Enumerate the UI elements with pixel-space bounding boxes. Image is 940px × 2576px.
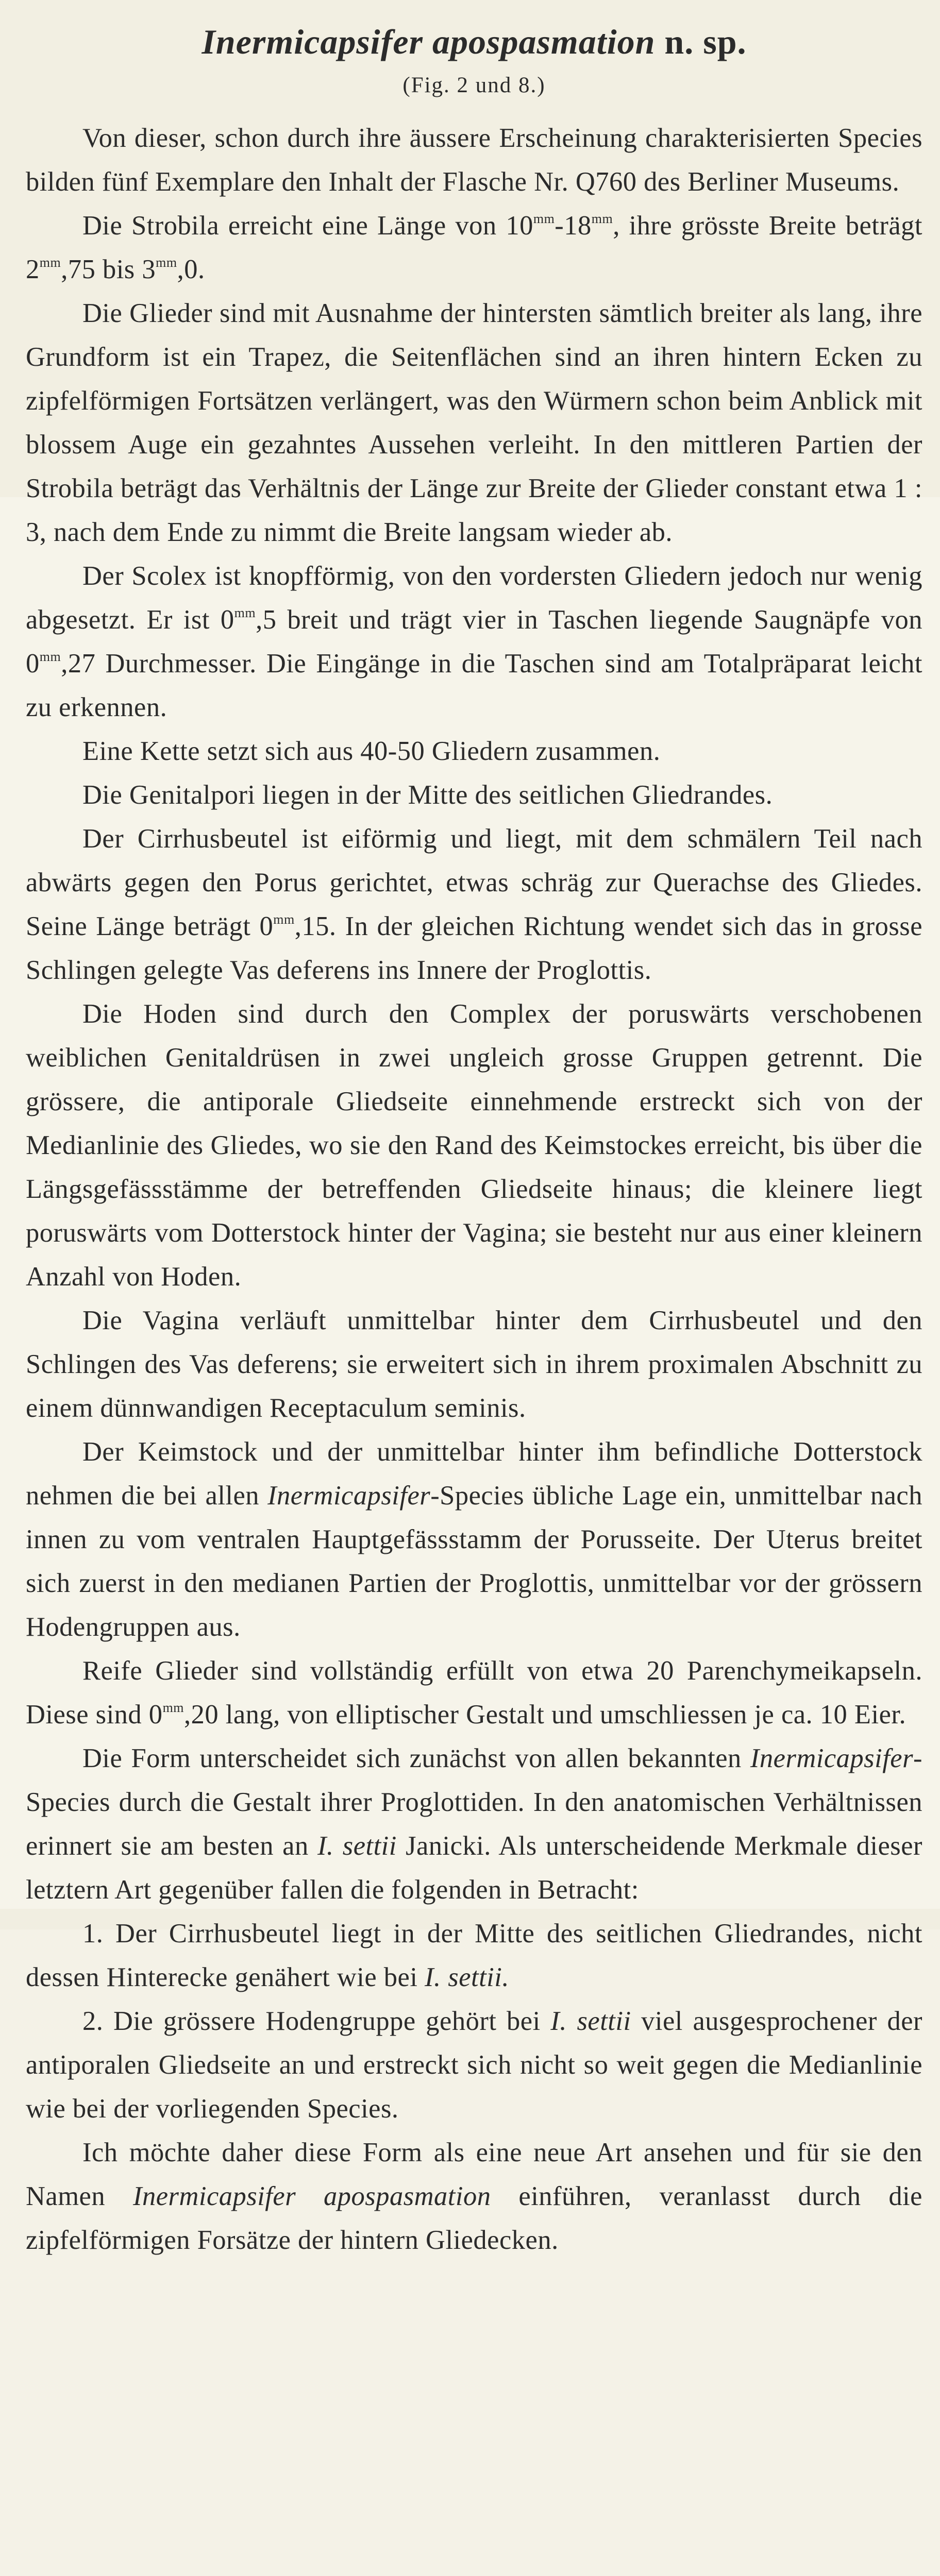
paragraph-1: Von dieser, schon durch ihre äussere Erscheinung charakterisierten Species bilden fünf Exemplare den Inhalt der Flasche Nr. Q760 des Berliner Museums. <box>26 123 922 197</box>
document-page <box>26 19 922 2262</box>
paragraph-3: Die Glieder sind mit Ausnahme der hintersten sämtlich breiter als lang, ihre Grundform ist ein Trapez, die Seitenflächen sind an ihren hintern Ecken zu zipfelförmigen Fortsätzen verlängert, was den Würmern schon beim Anblick mit blossem Auge ein gezahntes Aussehen verleiht. In den mittleren Partien der Strobila beträgt das Verhältnis der Länge zur Breite der Glieder constant etwa 1 : 3, nach dem Ende zu nimmt die Breite langsam wieder ab. <box>26 298 922 547</box>
paragraph-11: Reife Glieder sind vollständig erfüllt von etwa 20 Parenchymeikapseln. Diese sind $0^{mm},20$ lang, von elliptischer Gestalt und umschliessen je ca. 10 Eier. <box>26 1656 922 1730</box>
paragraph-8: Die Hoden sind durch den Complex der poruswärts verschobenen weiblichen Genitaldrüsen in zwei ungleich grosse Gruppen getrennt. Die grössere, die antiporale Gliedseite einnehmende erstreckt sich von der Medianlinie des Gliedes, wo sie den Rand des Keimstockes erreicht, bis über die Längsgefässstämme der betreffenden Gliedseite hinaus; die kleinere liegt poruswärts vom Dotterstock hinter der Vagina; sie besteht nur aus einer kleinern Anzahl von Hoden. <box>26 999 922 1292</box>
list-item-2: 2. Die grössere Hodengruppe gehört bei I. settii viel ausgesprochener der antiporalen Gliedseite an und erstreckt sich nicht so weit gegen die Medianlinie wie bei der vorliegenden Species. <box>26 2006 922 2124</box>
list-item-1: 1. Der Cirrhusbeutel liegt in der Mitte des seitlichen Gliedrandes, nicht dessen Hinterecke genähert wie bei I. settii. <box>26 1919 922 1992</box>
paragraph-2: Die Strobila erreicht eine Länge von $10^{mm}-18^{mm}$, ihre grösste Breite beträgt $2^{mm},75$ bis $3^{mm},0$. <box>26 211 923 284</box>
paragraph-9: Die Vagina verläuft unmittelbar hinter dem Cirrhusbeutel und den Schlingen des Vas deferens; sie erweitert sich in ihrem proximalen Abschnitt zu einem dünnwandigen Receptaculum seminis. <box>26 1306 922 1423</box>
paragraph-7: Der Cirrhusbeutel ist eiförmig und liegt, mit dem schmälern Teil nach abwärts gegen den Porus gerichtet, etwas schräg zur Querachse des Gliedes. Seine Länge beträgt $0^{mm},15$. In der gleichen Richtung wendet sich das in grosse Schlingen gelegte Vas deferens ins Innere der Proglottis. <box>26 824 922 985</box>
species-status: n. sp. <box>655 22 747 61</box>
paragraph-13: Ich möchte daher diese Form als eine neue Art ansehen und für sie den Namen Inermicapsifer apospasmation einführen, veranlasst durch die zipfelförmigen Forsätze der hintern Gliedecken. <box>26 2138 922 2255</box>
paragraph-6: Die Genitalpori liegen in der Mitte des seitlichen Gliedrandes. <box>82 780 773 810</box>
figure-reference: (Fig. 2 und 8.) <box>402 73 546 97</box>
species-title <box>26 19 922 65</box>
species-name: Inermicapsifer apospasmation <box>202 22 656 61</box>
paragraph-10: Der Keimstock und der unmittelbar hinter ihm befindliche Dotterstock nehmen die bei allen Inermicapsifer-Species übliche Lage ein, unmittelbar nach innen zu vom ventralen Hauptgefässstamm der Porusseite. Der Uterus breitet sich zuerst in den medianen Partien der Proglottis, unmittelbar vor der grössern Hodengruppen aus. <box>26 1437 922 1642</box>
paragraph-4: Der Scolex ist knopfförmig, von den vordersten Gliedern jedoch nur wenig abgesetzt. Er ist $0^{mm},5$ breit und trägt vier in Taschen liegende Saugnäpfe von $0^{mm},27$ Durchmesser. Die Eingänge in die Taschen sind am Totalpräparat leicht zu erkennen. <box>26 561 922 722</box>
paragraph-5: Eine Kette setzt sich aus 40-50 Gliedern zusammen. <box>82 736 661 766</box>
paragraph-12: Die Form unterscheidet sich zunächst von allen bekannten Inermicapsifer-Species durch die Gestalt ihrer Proglottiden. In den anatomischen Verhältnissen erinnert sie am besten an I. settii Janicki. Als unterscheidende Merkmale dieser letztern Art gegenüber fallen die folgenden in Betracht: <box>26 1743 922 1905</box>
